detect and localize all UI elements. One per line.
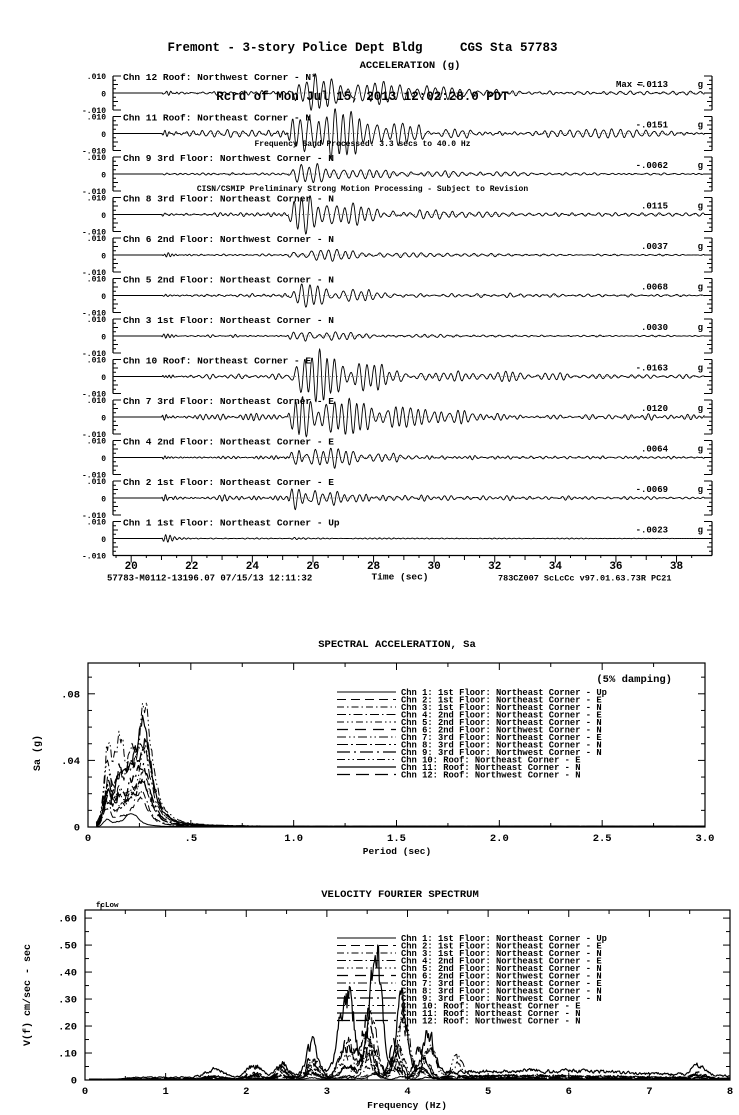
waveform-chn-1 [113,535,704,542]
channel-label-chn-3: Chn 3 1st Floor: Northeast Corner - N [123,315,334,326]
x-tick-label: 3.0 [695,833,715,845]
legend-item: Chn 10: Roof: Northeast Corner - E [401,755,581,766]
plot-border [88,663,705,827]
y-tick-label: .04 [61,755,80,768]
velocity-fourier-chart [0,885,739,1115]
vf-y-axis-label: V(f) cm/sec - sec [23,943,34,1047]
channel-label-chn-8: Chn 8 3rd Floor: Northeast Corner - N [123,193,334,205]
y-tick-label: .010 [86,397,106,406]
y-tick-label: -.010 [81,309,106,319]
sa-curve-6 [96,777,705,826]
sa-curve-4 [96,780,705,826]
processing-code-footer: 783CZ007 ScLcCc v97.01.63.73R PC21 [498,573,672,584]
unit-label: g [697,363,703,374]
y-tick-label: .010 [86,437,106,447]
legend-item: Chn 6: 2nd Floor: Northwest Corner - N [401,971,602,982]
acceleration-plot-svg [0,55,739,590]
y-tick-label: -.010 [81,552,106,562]
unit-label: g [697,323,703,333]
channel-label-chn-12: Chn 12 Roof: Northwest Corner - N* [123,72,317,83]
x-tick-label: 26 [306,561,320,573]
max-value-chn-6: .0037 [640,242,668,252]
legend-item: Chn 11: Roof: Northeast Corner - N [401,763,581,773]
y-tick-label: 0 [101,374,106,383]
legend-item: Chn 1: 1st Floor: Northeast Corner - Up [401,934,607,944]
time-axis [107,550,712,584]
spectral-acceleration-svg [0,635,739,870]
x-tick-label: 2.5 [592,833,612,845]
x-tick-label: 22 [185,561,199,573]
waveform-chn-6 [113,249,704,261]
y-tick-label: 0 [101,171,106,181]
sa-curve-3 [96,790,705,826]
processing-note: CISN/CSMIP Preliminary Strong Motion Processing - Subject to Revision [196,185,529,194]
y-tick-label: -.010 [81,390,106,400]
x-tick-label: 6 [565,1086,572,1098]
x-tick-label: 8 [726,1086,734,1098]
legend-item: Chn 6: 2nd Floor: Northwest Corner - N [401,725,602,736]
y-tick-label: .010 [86,478,106,487]
x-tick-label: 4 [404,1086,411,1098]
y-tick-label: .010 [86,113,106,123]
channel-label-chn-7: Chn 7 3rd Floor: Northeast Corner - E [123,396,334,407]
x-tick-label: 28 [366,561,381,573]
x-tick-label: 38 [669,561,684,573]
y-tick-label: -.010 [81,228,106,238]
legend [337,688,607,781]
y-tick-label: 0 [101,495,106,505]
channel-label-chn-5: Chn 5 2nd Floor: Northeast Corner - N [123,274,334,286]
y-tick-label: .30 [58,994,77,1007]
x-tick-label: 32 [488,561,502,573]
y-tick-label: -.010 [81,350,106,359]
legend-item: Chn 8: 3rd Floor: Northeast Corner - N [401,986,602,997]
y-tick-label: 0 [101,131,106,140]
legend-item: Chn 12: Roof: Northwest Corner - N [401,1016,581,1027]
legend-item: Chn 3: 1st Floor: Northeast Corner - N [401,703,602,713]
max-value-chn-2: -.0069 [635,485,668,495]
max-value-chn-10: -.0163 [635,363,668,374]
station-title: Fremont - 3-story Police Dept Bldg CGS Sta 57783 [167,41,558,55]
unit-label: g [697,525,703,536]
max-prefix: Max = [616,80,644,90]
y-tick-label: -.010 [81,107,106,116]
sa-y-axis-label: Sa (g) [33,734,44,772]
waveform-chn-9 [113,164,704,183]
sa-title: SPECTRAL ACCELERATION, Sa [318,639,476,651]
y-tick-label: .010 [86,518,106,528]
y-tick-label: 0 [101,212,106,221]
y-tick-label: -.010 [81,188,106,197]
frequency-band-note: Frequency Band Processed: 3.3 secs to 40.0 Hz [254,140,471,149]
legend-item: Chn 5: 2nd Floor: Northeast Corner - N [401,718,602,728]
legend-item: Chn 2: 1st Floor: Northeast Corner - E [401,695,602,706]
max-value-chn-1: -.0023 [635,525,668,536]
x-tick-label: 2.0 [489,833,509,845]
legend-item: Chn 3: 1st Floor: Northeast Corner - N [401,949,602,959]
legend-item: Chn 4: 2nd Floor: Northeast Corner - E [401,710,602,721]
y-tick-label: .010 [86,235,106,244]
max-value-chn-3: .0030 [640,323,668,333]
y-tick-label: .60 [58,913,77,926]
unit-label: g [697,444,703,455]
y-tick-label: -.010 [81,431,106,440]
y-tick-label: 0 [73,822,80,835]
y-tick-label: 0 [70,1075,77,1088]
unit-label: g [697,120,703,131]
x-tick-label: 20 [124,561,138,573]
channel-label-chn-10: Chn 10 Roof: Northeast Corner - E [123,355,312,367]
legend-item: Chn 9: 3rd Floor: Northwest Corner - N [401,994,602,1004]
legend-item: Chn 4: 2nd Floor: Northeast Corner - E [401,956,602,967]
legend-item: Chn 7: 3rd Floor: Northeast Corner - E [401,733,602,743]
vf-title: VELOCITY FOURIER SPECTRUM [321,889,479,901]
legend-item: Chn 11: Roof: Northeast Corner - N [401,1009,581,1019]
y-tick-label: .010 [86,154,106,163]
channel-label-chn-11: Chn 11 Roof: Northeast Corner - N [123,112,312,124]
legend-item: Chn 10: Roof: Northeast Corner - E [401,1001,581,1012]
max-value-chn-5: .0068 [640,282,668,293]
x-tick-label: 34 [548,561,562,573]
x-tick-label: 0 [84,833,92,845]
x-tick-label: 36 [609,561,623,573]
y-tick-label: 0 [101,90,106,100]
legend-item: Chn 7: 3rd Floor: Northeast Corner - E [401,979,602,989]
y-tick-label: -.010 [81,147,106,157]
legend-item: Chn 5: 2nd Floor: Northeast Corner - N [401,964,602,974]
unit-label: g [697,80,703,90]
acceleration-title: ACCELERATION (g) [359,60,461,72]
spectral-acceleration-chart [0,635,739,870]
y-tick-label: 0 [101,414,106,424]
max-value-chn-11: -.0151 [635,120,668,131]
max-value-chn-7: .0120 [640,404,668,414]
max-value-chn-8: .0115 [640,201,668,212]
legend-item: Chn 8: 3rd Floor: Northeast Corner - N [401,740,602,751]
y-tick-label: -.010 [81,269,106,278]
y-tick-label: -.010 [81,512,106,521]
record-id-footer: 57783-M0112-13196.07 07/15/13 12:11:32 [107,573,313,584]
x-tick-label: 7 [646,1086,653,1098]
y-tick-label: 0 [101,333,106,343]
y-tick-label: .08 [61,689,80,702]
unit-label: g [697,201,703,212]
unit-label: g [697,282,703,293]
x-tick-label: 24 [245,561,259,573]
y-tick-label: 0 [101,455,106,464]
x-tick-label: .5 [184,833,198,845]
sa-x-axis-label: Period (sec) [362,846,432,857]
y-tick-label: .10 [58,1048,77,1061]
x-tick-label: 3 [323,1086,331,1098]
x-tick-label: 1.5 [387,833,406,845]
unit-label: g [697,161,703,171]
filter-corner-note: fcLow [96,902,119,910]
x-tick-label: 5 [484,1086,492,1098]
channel-label-chn-1: Chn 1 1st Floor: Northeast Corner - Up [123,517,340,529]
y-tick-label: .50 [58,940,77,953]
y-tick-label: .40 [58,967,77,980]
channel-label-chn-4: Chn 4 2nd Floor: Northeast Corner - E [123,436,334,448]
channel-label-chn-2: Chn 2 1st Floor: Northeast Corner - E [123,477,334,488]
record-datetime: Rcrd of Mon Jul 15, 2013 12:02:28.0 PDT [216,90,509,104]
waveform-chn-5 [113,284,704,307]
unit-label: g [697,485,703,495]
unit-label: g [697,242,703,252]
legend-item: Chn 2: 1st Floor: Northeast Corner - E [401,941,602,952]
legend-item: Chn 1: 1st Floor: Northeast Corner - Up [401,688,607,698]
y-tick-label: 0 [101,252,106,262]
sa-curve-2 [96,797,705,826]
x-tick-label: 0 [81,1086,89,1098]
velocity-fourier-svg [0,885,739,1115]
y-tick-label: -.010 [81,471,106,481]
max-value-chn-9: -.0062 [635,161,668,171]
x-tick-label: 2 [243,1086,250,1098]
y-tick-label: .010 [86,194,106,204]
legend-item: Chn 12: Roof: Northwest Corner - N [401,770,581,781]
legend-item: Chn 9: 3rd Floor: Northwest Corner - N [401,748,602,758]
x-tick-label: 1 [162,1086,169,1098]
y-tick-label: .010 [86,316,106,325]
y-tick-label: 0 [101,536,106,545]
vf-x-axis-label: Frequency (Hz) [367,1100,447,1111]
y-tick-label: .010 [86,275,106,285]
channel-label-chn-9: Chn 9 3rd Floor: Northwest Corner - N [123,153,334,164]
waveform-chn-4 [113,448,704,468]
x-tick-label: 1.0 [284,833,304,845]
damping-note: (5% damping) [596,674,672,686]
time-axis-label: Time (sec) [371,571,429,583]
acceleration-chart [0,55,739,590]
unit-label: g [697,404,703,414]
x-tick-label: 30 [427,561,441,573]
max-value-chn-4: .0064 [640,444,668,455]
y-tick-label: .20 [58,1021,77,1034]
y-tick-label: .010 [86,73,106,82]
y-tick-label: 0 [101,293,106,302]
plot-frame [61,663,714,845]
y-tick-label: .010 [86,356,106,366]
channel-label-chn-6: Chn 6 2nd Floor: Northwest Corner - N [123,234,334,245]
max-value-chn-12: -.0113 [635,80,668,90]
waveform-chn-2 [113,489,704,510]
waveform-chn-3 [113,332,704,341]
